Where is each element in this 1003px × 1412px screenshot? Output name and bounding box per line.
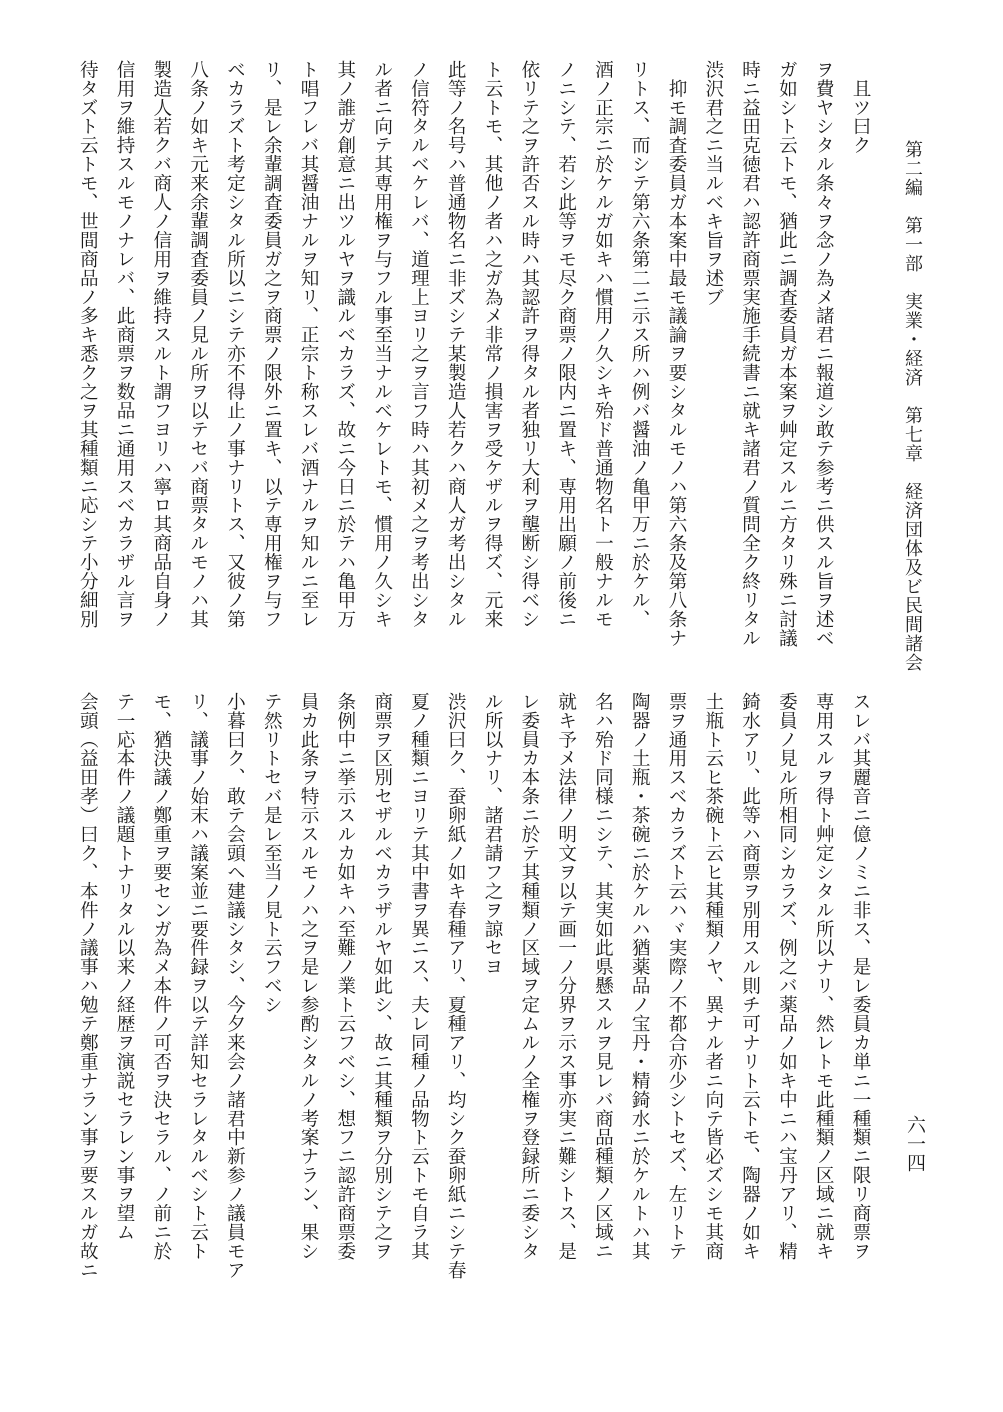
text-line: 土瓶ト云ヒ茶碗ト云ヒ其種類ノヤ、異ナル者ニ向テ皆必ズシモ其商 bbox=[702, 692, 724, 1261]
text-line: ト云トモ、其他ノ者ハ之ガ為メ非常ノ損害ヲ受ケザルヲ得ズ、元来 bbox=[482, 60, 504, 629]
text-line: 待タズト云トモ、世間商品ノ多キ悉ク之ヲ其種類ニ応シテ小分細別 bbox=[77, 60, 99, 629]
text-line: ガ如シト云トモ、猶此ニ調査委員ガ本案ヲ艸定スルニ方タリ殊ニ討議 bbox=[776, 60, 798, 648]
text-line: 夏ノ種類ニヨリテ其中書ヲ異ニス、夫レ同種ノ品物ト云トモ自ラ其 bbox=[408, 692, 430, 1261]
text-line: 製造人若クバ商人ノ信用ヲ維持スルト謂フヨリハ寧ロ其商品自身ノ bbox=[150, 60, 172, 629]
text-line: 時ニ益田克徳君ハ認許商票実施手続書ニ就キ諸君ノ質問全ク終リタル bbox=[739, 60, 761, 648]
text-line: ベカラズト考定シタル所以ニシテ亦不得止ノ事ナリトス、又彼ノ第 bbox=[224, 60, 246, 629]
page-number: 六一四 bbox=[904, 1115, 926, 1172]
text-line: テ一応本件ノ議題トナリタル以来ノ経歴ヲ演説セラレン事ヲ望ム bbox=[114, 692, 136, 1242]
text-line: 酒ノ正宗ニ於ケルガ如キハ慣用ノ久シキ殆ド普通物名ト一般ナルモ bbox=[592, 60, 614, 629]
text-line: リ、議事ノ始末ハ議案並ニ要件録ヲ以テ詳知セラレタルベシト云ト bbox=[187, 692, 209, 1261]
text-line: 渋沢曰ク、蚕卵紙ノ如キ春種アリ、夏種アリ、均シク蚕卵紙ニシテ春 bbox=[445, 692, 467, 1280]
text-line: 専用スルヲ得ト艸定シタル所以ナリ、然レトモ此種類ノ区域ニ就キ bbox=[813, 692, 835, 1261]
text-line: 其ノ誰ガ創意ニ出ツルヤヲ識ルベカラズ、故ニ今日ニ於テハ亀甲万 bbox=[334, 60, 356, 629]
text-line: 会頭（益田孝）曰ク、本件ノ議事ハ勉テ鄭重ナラン事ヲ要スルガ故ニ bbox=[77, 692, 99, 1280]
text-line: 錡水アリ、此等ハ商票ヲ別用スル則チ可ナリト云トモ、陶器ノ如キ bbox=[739, 692, 761, 1261]
upper-text-block bbox=[77, 60, 878, 672]
text-line: リトス、而シテ第六条第二ニ示ス所ハ例バ醤油ノ亀甲万ニ於ケル、 bbox=[629, 60, 651, 629]
text-line: 票ヲ通用スベカラズト云ハヾ実際ノ不都合亦少シトセズ、左リトテ bbox=[666, 692, 688, 1261]
text-line: 依リテ之ヲ許否スル時ハ其認許ヲ得タル者独リ大利ヲ壟断シ得ベシ bbox=[518, 60, 540, 629]
text-line: リ、是レ余輩調査委員ガ之ヲ商票ノ限外ニ置キ、以テ専用権ヲ与フ bbox=[261, 60, 283, 629]
text-line: 商票ヲ区別セザルベカラザルヤ如此シ、故ニ其種類ヲ分別シテ之ヲ bbox=[371, 692, 393, 1261]
text-line: 渋沢君之ニ当ルベキ旨ヲ述ブ bbox=[702, 60, 724, 307]
text-line: レ委員カ本条ニ於テ其種類ノ区域ヲ定ムルノ全権ヲ登録所ニ委シタ bbox=[518, 692, 540, 1261]
text-line: モ、猶決議ノ鄭重ヲ要センガ為メ本件ノ可否ヲ決セラル、ノ前ニ於 bbox=[150, 692, 172, 1261]
text-line: スレバ其麗音ニ億ノミニ非ス、是レ委員カ単ニ一種類ニ限リ商票ヲ bbox=[850, 692, 871, 1261]
text-line: 条例中ニ挙示スルカ如キハ至難ノ業ト云フベシ、想フニ認許商票委 bbox=[334, 692, 356, 1261]
text-line: 且ツ曰ク bbox=[850, 60, 871, 155]
text-line: 委員ノ見ル所相同シカラズ、例之バ薬品ノ如キ中ニハ宝丹アリ、精 bbox=[776, 692, 798, 1261]
text-line: テ然リトセバ是レ至当ノ見ト云フベシ bbox=[261, 692, 283, 1015]
text-line: ト唱フレバ其醤油ナルヲ知リ、正宗ト称スレバ酒ナルヲ知ルニ至レ bbox=[298, 60, 320, 629]
text-line: 抑モ調査委員ガ本案中最モ議論ヲ要シタルモノハ第六条及第八条ナ bbox=[666, 60, 688, 648]
text-line: ノ信符タルベケレバ、道理上ヨリ之ヲ言フ時ハ其初メ之ヲ考出シタ bbox=[408, 60, 430, 629]
text-line: 八条ノ如キ元来余輩調査委員ノ見ル所ヲ以テセバ商票タルモノハ其 bbox=[187, 60, 209, 629]
text-line: 小暮曰ク、敢テ会頭ヘ建議シタシ、今夕来会ノ諸君中新参ノ議員モア bbox=[224, 692, 246, 1280]
text-line: 就キ予メ法律ノ明文ヲ以テ画一ノ分界ヲ示ス事亦実ニ難シトス、是 bbox=[555, 692, 577, 1261]
lower-text-block bbox=[77, 692, 878, 1332]
text-line: 員カ此条ヲ特示スルモノハ之ヲ是レ参酌シタルノ考案ナラン、果シ bbox=[298, 692, 320, 1261]
text-line: 名ハ殆ド同様ニシテ、其実如此県懸スルヲ見レバ商品種類ノ区域ニ bbox=[592, 692, 614, 1261]
text-line: ル者ニ向テ其専用権ヲ与フル事至当ナルベケレトモ、慣用ノ久シキ bbox=[371, 60, 393, 629]
text-line: 此等ノ名号ハ普通物名ニ非ズシテ某製造人若クハ商人ガ考出シタル bbox=[445, 60, 467, 629]
running-head: 第二編 第一部 実業・経済 第七章 経済団体及ビ民間諸会 bbox=[902, 140, 923, 672]
text-line: ノニシテ、若シ此等ヲモ尽ク商票ノ限内ニ置キ、専用出願ノ前後ニ bbox=[555, 60, 577, 629]
text-line: ル所以ナリ、諸君請フ之ヲ諒セヨ bbox=[482, 692, 504, 977]
text-line: ヲ費ヤシタル条々ヲ念ノ為メ諸君ニ報道シ敢テ参考ニ供スル旨ヲ述ベ bbox=[813, 60, 835, 648]
text-line: 信用ヲ維持スルモノナレバ、此商票ヲ数品ニ通用スベカラザル言ヲ bbox=[114, 60, 136, 629]
text-line: 陶器ノ土瓶・茶碗ニ於ケルハ猶薬品ノ宝丹・精錡水ニ於ケルトハ其 bbox=[629, 692, 651, 1261]
